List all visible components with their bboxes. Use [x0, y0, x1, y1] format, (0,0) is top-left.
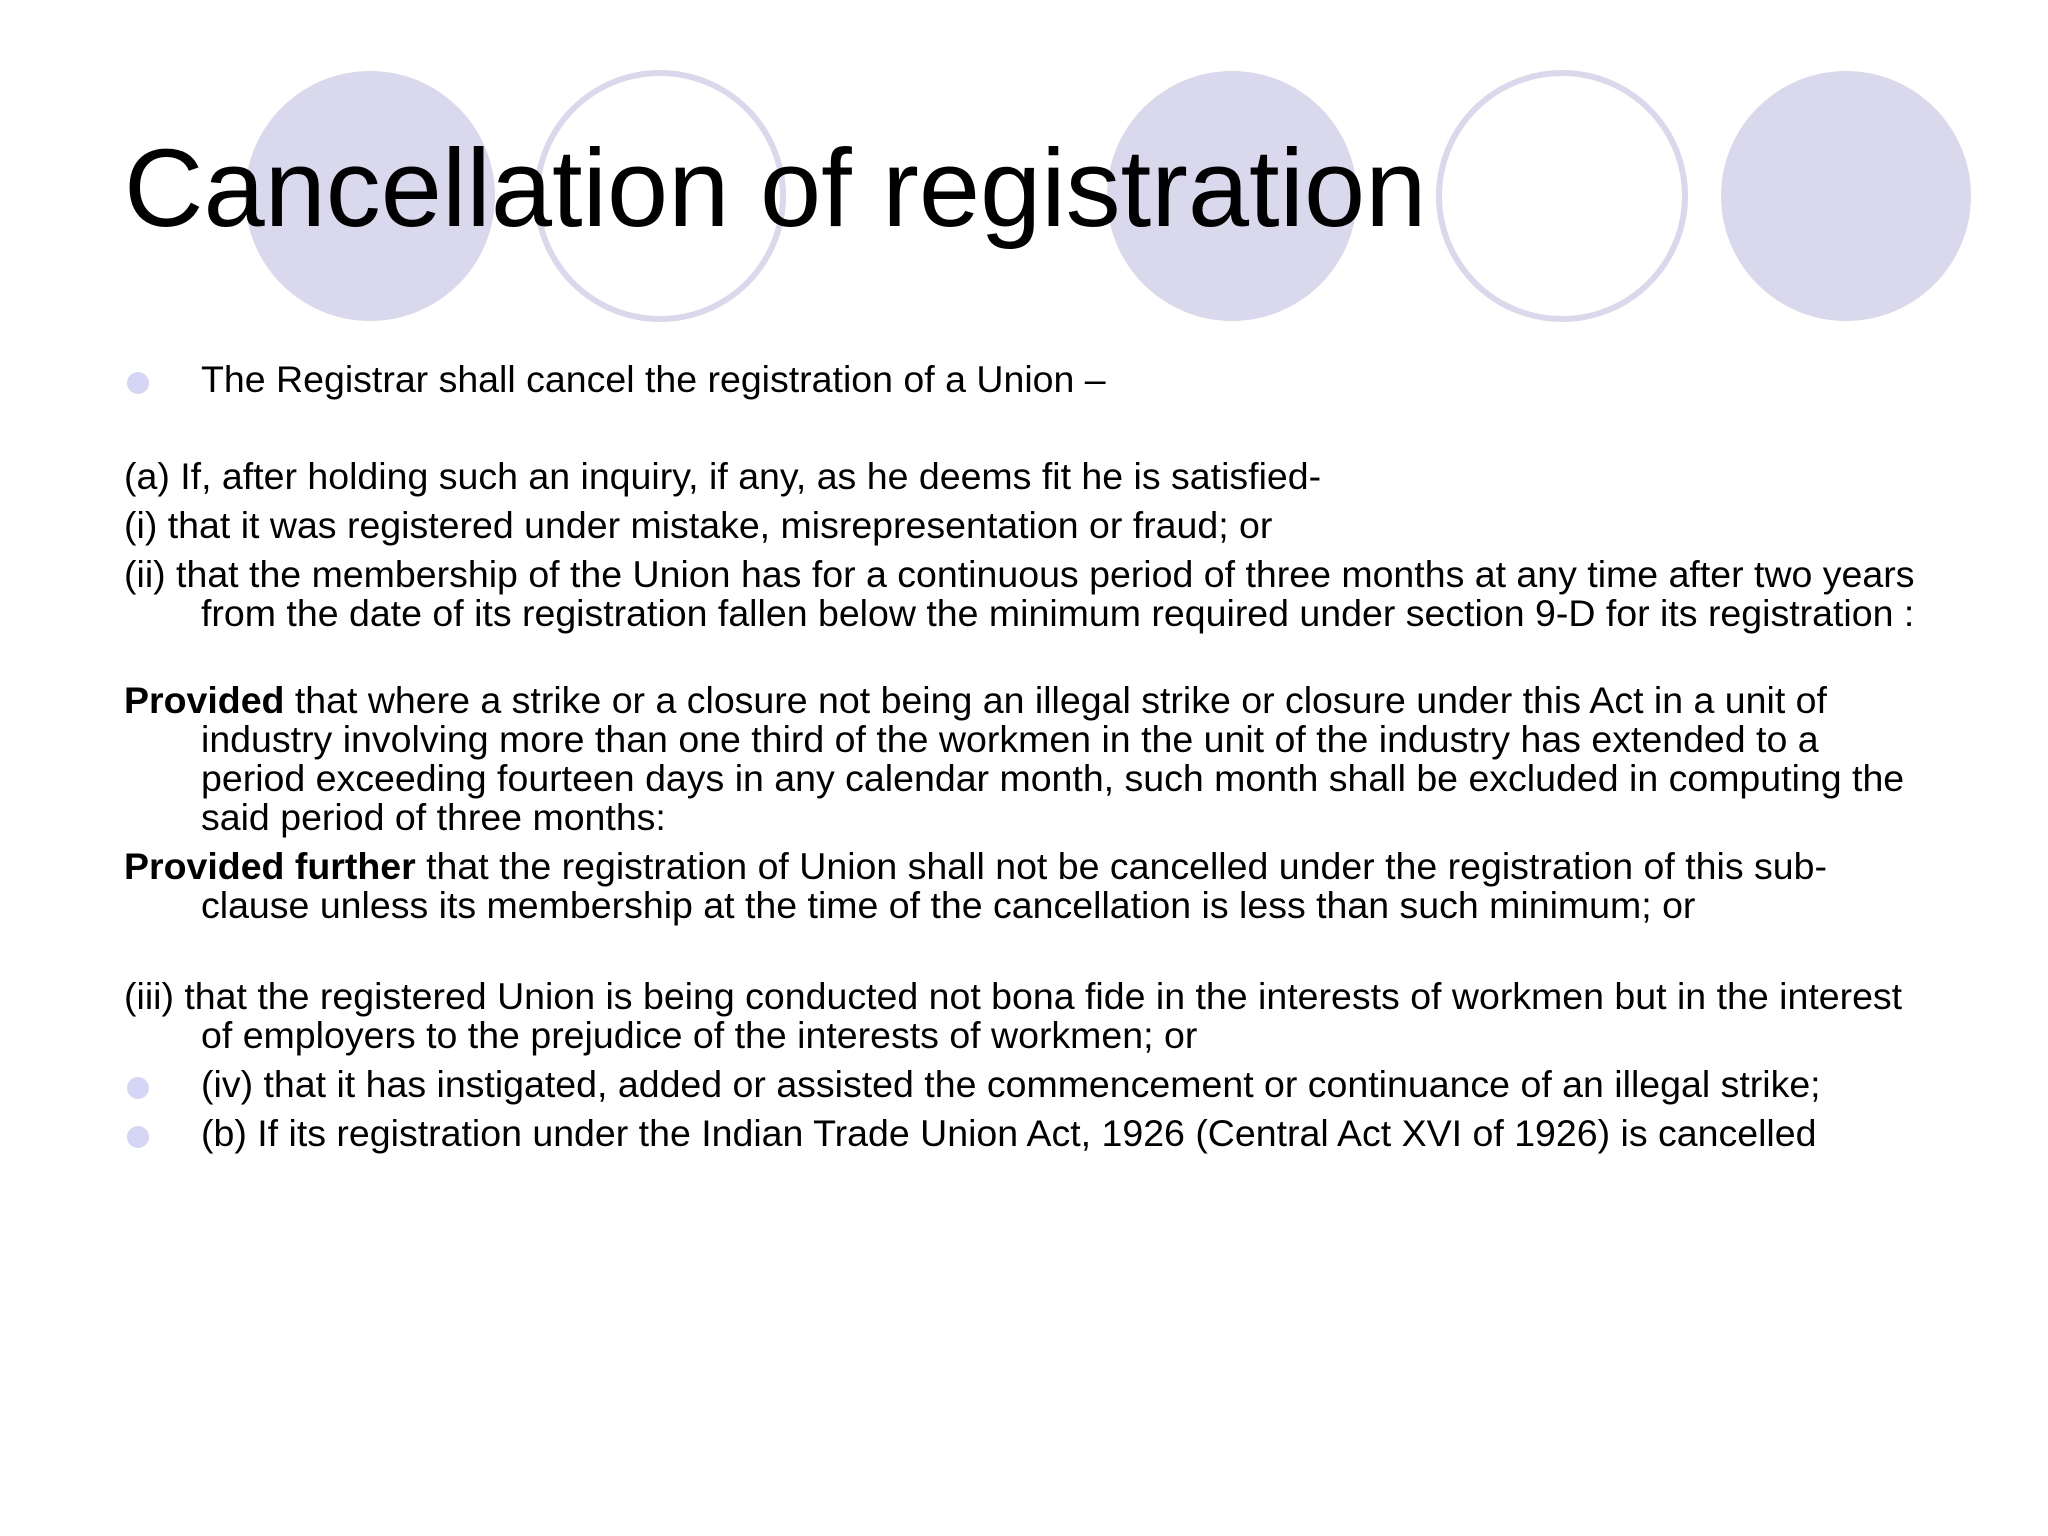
slide-body: [124, 360, 1924, 1153]
proviso-2-text: that the registration of Union shall not be cancelled under the registration of this sub-clause unless its membership at the time of the cancellation is less than such minimum; or: [201, 845, 1827, 926]
proviso-1-label: Provided: [124, 679, 285, 721]
slide-title: Cancellation of registration: [124, 127, 1427, 250]
clause-a-ii: (ii) that the membership of the Union has for a continuous period of three months at any time after two years from the date of its registration fallen below the minimum required under section 9-D for its registration :: [124, 553, 1915, 634]
clause-a-iv-bullet: (iv) that it has instigated, added or assisted the commencement or continuance of an illegal strike;: [124, 1065, 1924, 1104]
intro-bullet: [124, 360, 1924, 399]
proviso-2-label: Provided further: [124, 845, 416, 887]
proviso-1: [124, 681, 1924, 837]
clause-a-i: (i) that it was registered under mistake, misrepresentation or fraud; or: [124, 504, 1273, 546]
intro-text: The Registrar shall cancel the registration of a Union –: [201, 358, 1106, 400]
proviso-2: [124, 847, 1924, 925]
outline-circle-2: [1439, 73, 1685, 319]
filled-circle-3: [1721, 71, 1971, 321]
clause-a-iii: (iii) that the registered Union is being conducted not bona fide in the interests of workmen but in the interest of employers to the prejudice of the interests of workmen; or: [124, 975, 1903, 1056]
clause-b-bullet: (b) If its registration under the Indian Trade Union Act, 1926 (Central Act XVI of 1926) is cancelled: [124, 1114, 1924, 1153]
clause-a: (a) If, after holding such an inquiry, if any, as he deems fit he is satisfied-: [124, 455, 1322, 497]
proviso-1-text: that where a strike or a closure not being an illegal strike or closure under this Act in a unit of industry involving more than one third of the workmen in the unit of the industry has extended to a period exceeding fourteen days in any calendar month, such month shall be excluded in computing the said period of three months:: [201, 679, 1905, 838]
